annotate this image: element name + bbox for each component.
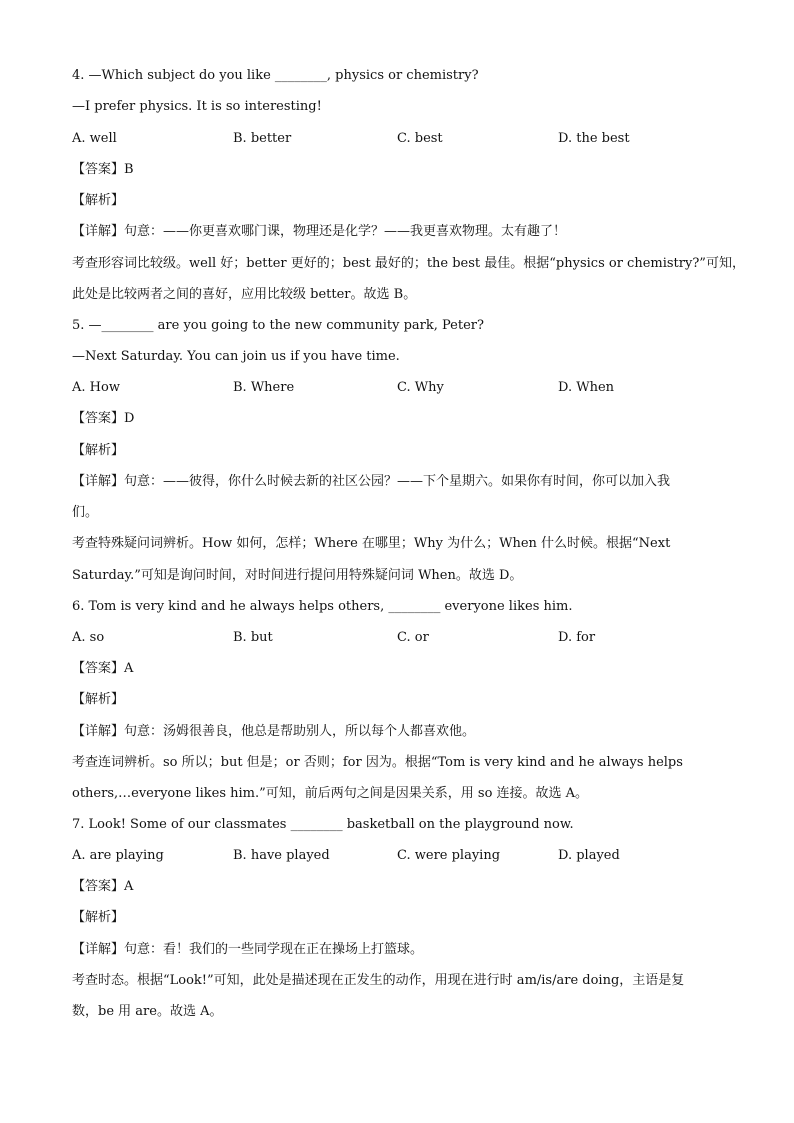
answer-value: A (124, 879, 134, 894)
detail-text: 句意：看！我们的一些同学现在正在操场上打篮球。 (124, 942, 424, 957)
question-5-explain-line-2: Saturday.”可知是询问时间，对时间进行提问用特殊疑问词 When。故选 D。 (72, 568, 523, 583)
question-7-detail (72, 940, 423, 960)
question-5-answer (72, 409, 134, 429)
question-7-option-a: A. are playing (72, 848, 164, 863)
question-7-answer (72, 877, 133, 897)
question-7-option-b: B. have played (233, 848, 330, 863)
question-4-detail (72, 222, 566, 242)
question-4-option-d: D. the best (558, 131, 630, 146)
question-5-explain-line-1: 考查特殊疑问词辨析。How 如何，怎样；Where 在哪里；Why 为什么；When 什么时候。根据“Next (72, 536, 671, 551)
question-6-detail (72, 722, 475, 742)
question-4-analysis-tag: 【解析】 (72, 193, 125, 208)
answer-value: D (124, 411, 135, 426)
question-6-stem: 6. Tom is very kind and he always helps others, ________ everyone likes him. (72, 599, 573, 614)
detail-text: 句意：汤姆很善良，他总是帮助别人，所以每个人都喜欢他。 (124, 724, 476, 739)
question-6-explain-line-1: 考查连词辨析。so 所以；but 但是；or 否则；for 因为。根据“Tom is very kind and he always helps (72, 755, 683, 770)
question-4-option-c: C. best (397, 131, 443, 146)
question-4-option-a: A. well (72, 131, 117, 146)
answer-tag: 【答案】 (72, 162, 125, 177)
question-5-detail (72, 472, 670, 492)
answer-tag: 【答案】 (72, 661, 125, 676)
question-5-option-a: A. How (72, 380, 120, 395)
question-4-answer (72, 160, 134, 180)
answer-tag: 【答案】 (72, 879, 125, 894)
detail-tag: 【详解】 (72, 474, 125, 489)
question-5-option-c: C. Why (397, 380, 444, 395)
question-6-analysis-tag: 【解析】 (72, 692, 125, 707)
detail-tag: 【详解】 (72, 724, 125, 739)
question-5-option-d: D. When (558, 380, 615, 395)
question-6-option-b: B. but (233, 630, 273, 645)
question-7-analysis-tag: 【解析】 (72, 910, 125, 925)
question-5-stem: 5. —________ are you going to the new community park, Peter? (72, 318, 484, 333)
answer-value: B (124, 162, 134, 177)
question-6-answer (72, 659, 133, 679)
question-7-explain-line-1: 考查时态。根据“Look!”可知，此处是描述现在正发生的动作，用现在进行时 am/is/are doing，主语是复 (72, 973, 685, 988)
detail-tag: 【详解】 (72, 942, 125, 957)
question-4-reply: —I prefer physics. It is so interesting! (72, 99, 322, 114)
question-7-stem: 7. Look! Some of our classmates ________ basketball on the playground now. (72, 817, 574, 832)
question-7-explain-line-2: 数，be 用 are。故选 A。 (72, 1004, 223, 1019)
question-7-option-c: C. were playing (397, 848, 501, 863)
answer-value: A (124, 661, 134, 676)
question-5-detail-line-2: 们。 (72, 505, 99, 520)
question-4-explain-line-1: 考查形容词比较级。well 好；better 更好的；best 最好的；the best 最佳。根据“physics or chemistry?”可知， (72, 256, 745, 271)
question-6-option-d: D. for (558, 630, 596, 645)
question-4-explain-line-2: 此处是比较两者之间的喜好，应用比较级 better。故选 B。 (72, 287, 417, 302)
detail-text: 句意：——彼得，你什么时候去新的社区公园？——下个星期六。如果你有时间，你可以加入我 (124, 474, 671, 489)
detail-text: 句意：——你更喜欢哪门课，物理还是化学？——我更喜欢物理。太有趣了！ (124, 224, 567, 239)
question-6-option-a: A. so (72, 630, 105, 645)
question-4-option-b: B. better (233, 131, 292, 146)
question-5-reply: —Next Saturday. You can join us if you have time. (72, 349, 400, 364)
question-5-analysis-tag: 【解析】 (72, 443, 125, 458)
question-7-option-d: D. played (558, 848, 620, 863)
answer-tag: 【答案】 (72, 411, 125, 426)
question-6-option-c: C. or (397, 630, 429, 645)
question-4-stem: 4. —Which subject do you like ________, physics or chemistry? (72, 68, 479, 83)
detail-tag: 【详解】 (72, 224, 125, 239)
question-5-option-b: B. Where (233, 380, 295, 395)
question-6-explain-line-2: others,…everyone likes him.”可知，前后两句之间是因果关系，用 so 连接。故选 A。 (72, 786, 589, 801)
